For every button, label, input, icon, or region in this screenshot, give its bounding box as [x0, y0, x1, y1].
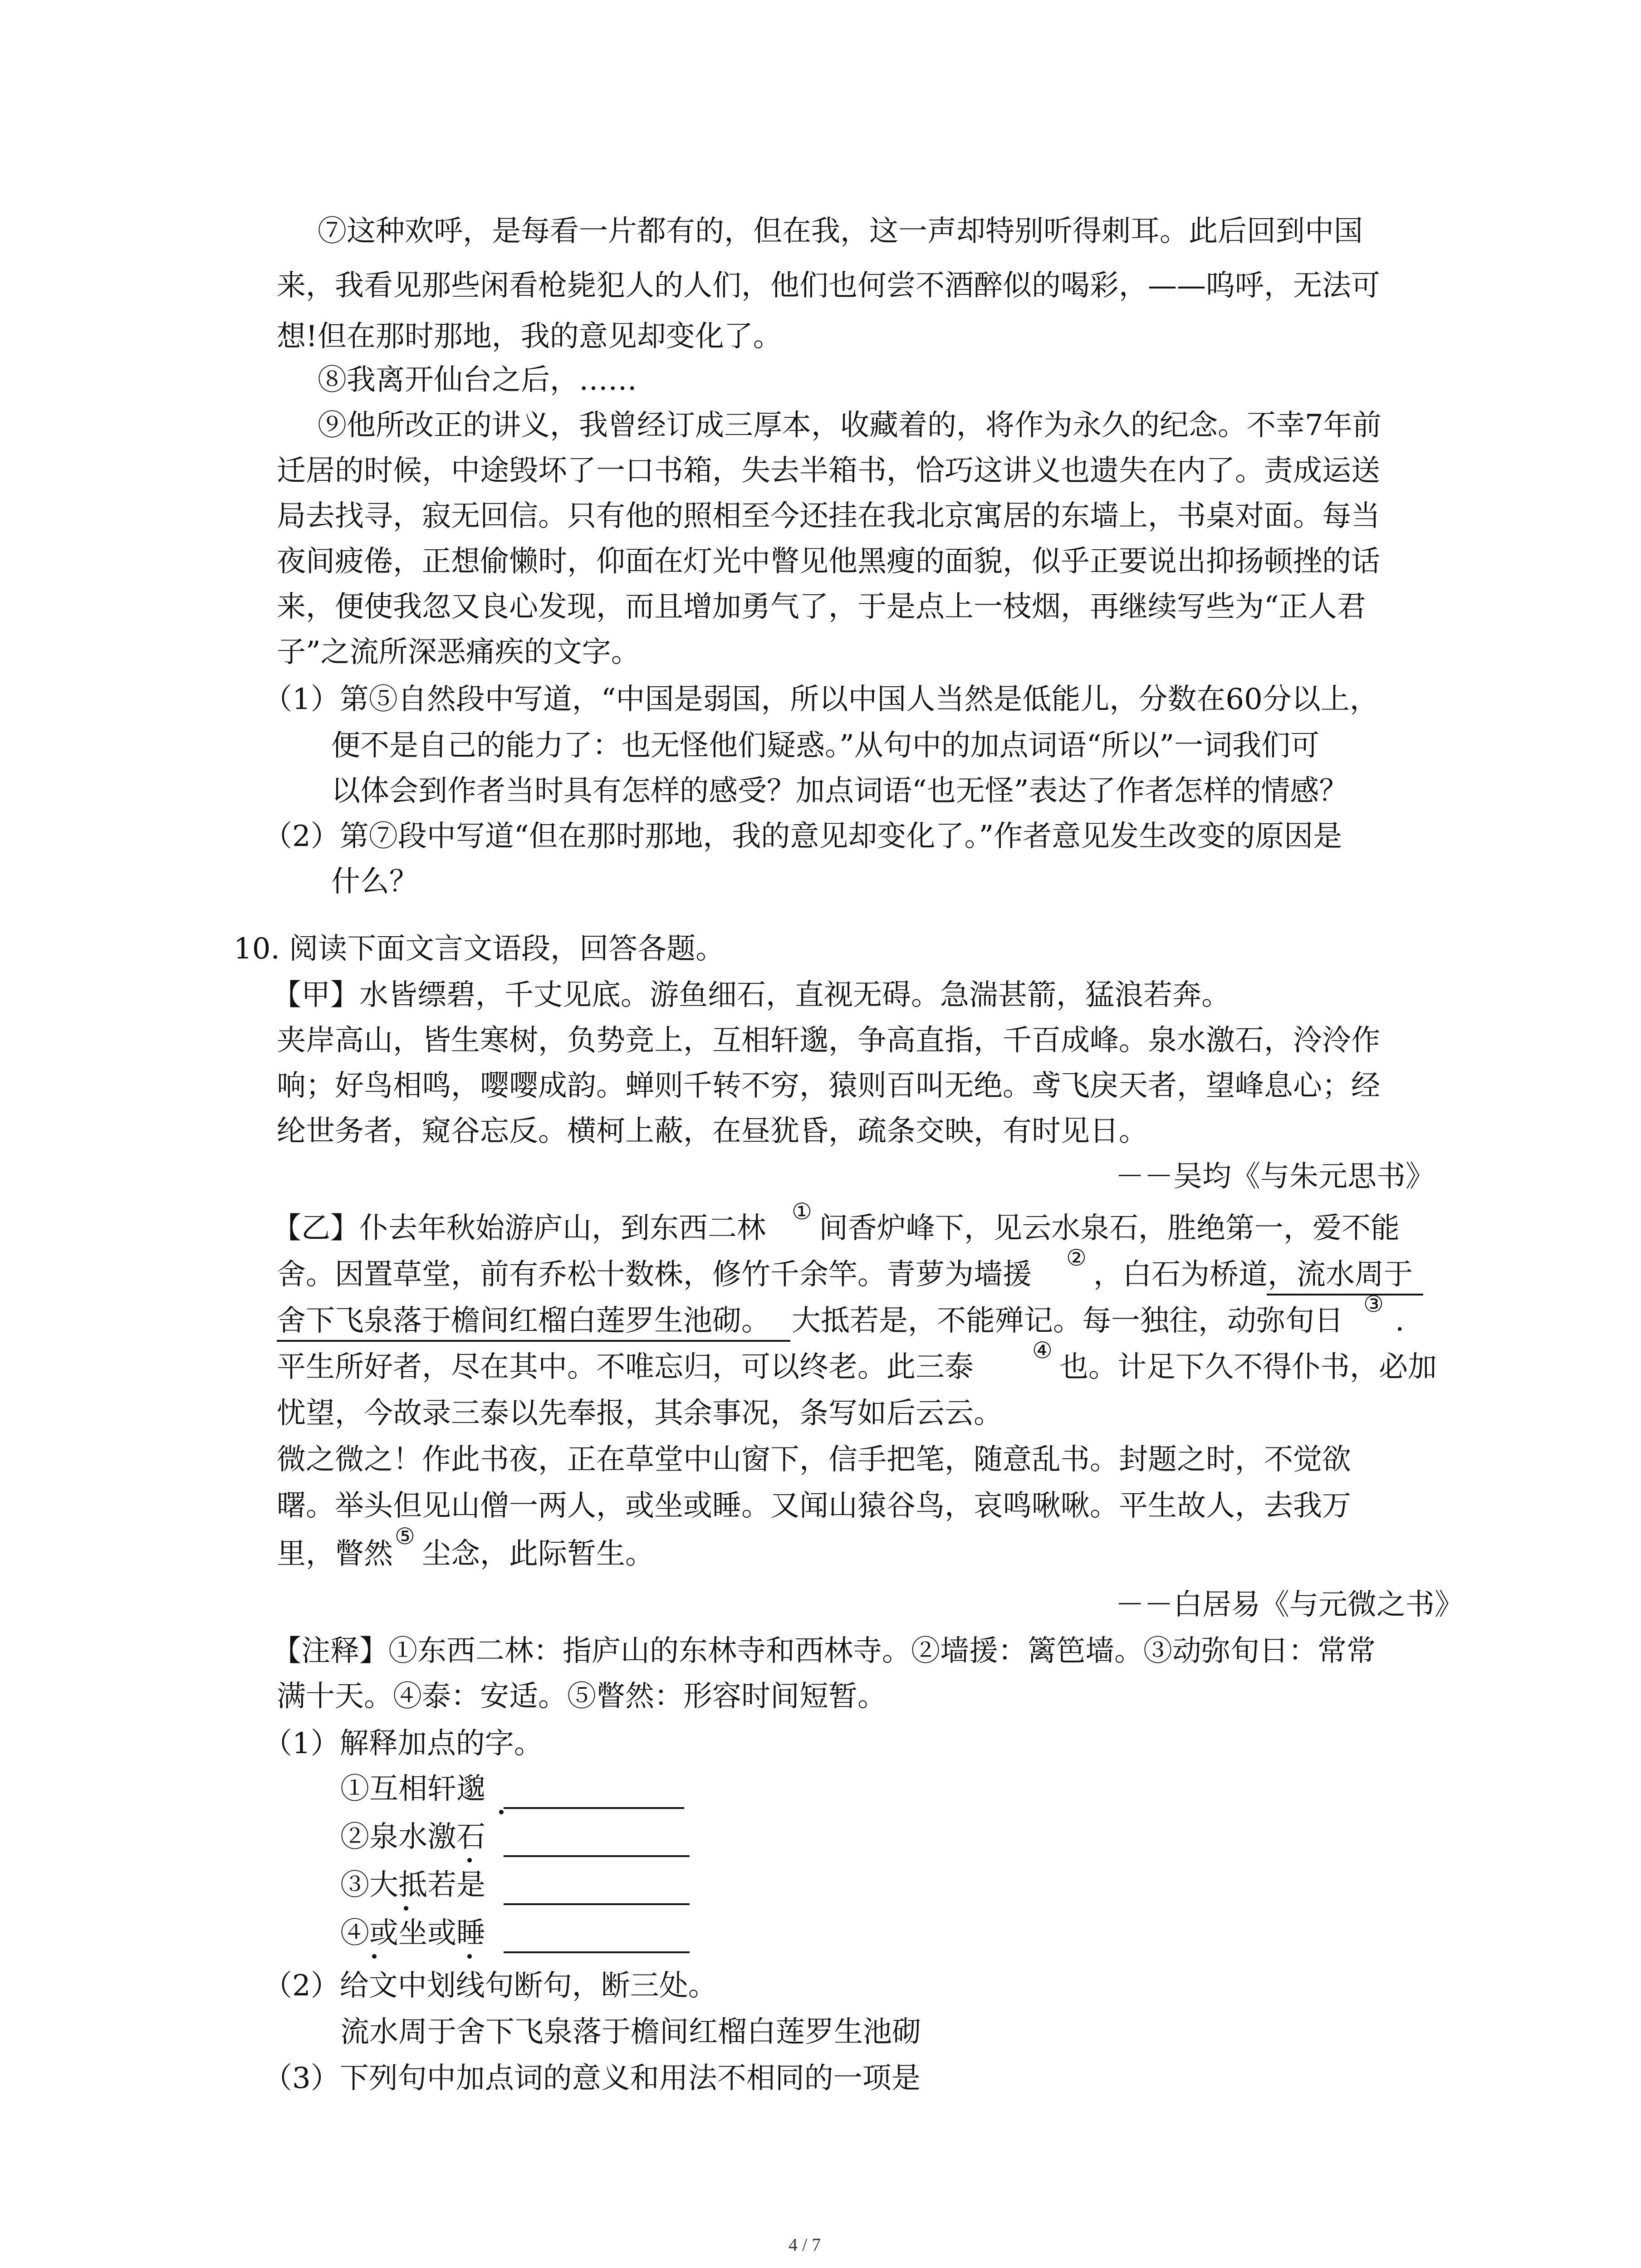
jia-line1: 【甲】水皆缥碧，千丈见底。游鱼细石，直视无碍。急湍甚箭，猛浪若奔。 [272, 978, 1230, 1012]
sub2-prompt: （2）给文中划线句断句，断三处。 [263, 1969, 717, 2003]
yi-source: －－白居易《与元微之书》 [1115, 1588, 1464, 1622]
yi-line2-text-b: ，白石为桥道，流水周于 [1093, 1258, 1413, 1291]
para8-line: ⑧我离开仙台之后，…… [318, 363, 637, 397]
answer-blank-1[interactable] [504, 1807, 684, 1809]
yi-line7: 曙。举头但见山僧一两人，或坐或睡。又闻山猿谷鸟，哀鸣啾啾。平生故人，去我万 [277, 1489, 1351, 1523]
sub1-item3: ③大抵若是 [340, 1868, 485, 1902]
underline-segment-1 [1267, 1294, 1423, 1295]
answer-blank-2[interactable] [504, 1855, 690, 1857]
q2-line1: （2）第⑦段中写道“但在那时那地，我的意见却变化了。”作者意见发生改变的原因是 [263, 820, 1342, 853]
notes-line2: 满十天。④泰：安适。⑤瞥然：形容时间短暂。 [277, 1680, 887, 1713]
sub3-prompt: （3）下列句中加点词的意义和用法不相同的一项是 [263, 2062, 921, 2095]
q10-stem: 10. 阅读下面文言文语段，回答各题。 [234, 932, 725, 966]
yi-line5: 忧望，今故录三泰以先奉报，其余事况，条写如后云云。 [277, 1397, 1003, 1430]
yi-line2-text: 舍。因置草堂，前有乔松十数株，修竹千余竿。青萝为墙援 [277, 1258, 1032, 1291]
para9-line4: 夜间疲倦，正想偷懒时，仰面在灯光中瞥见他黑瘦的面貌，似乎正要说出抑扬顿挫的话 [277, 545, 1380, 578]
yi-line8-text: 里，瞥然 [277, 1537, 393, 1571]
para9-line2: 迁居的时候，中途毁坏了一口书箱，失去半箱书，恰巧这讲义也遗失在内了。责成运送 [277, 454, 1380, 488]
notes-line1: 【注释】①东西二林：指庐山的东林寺和西林寺。②墙援：篱笆墙。③动弥旬日：常常 [272, 1634, 1376, 1668]
para9-line5: 来，便使我忽又良心发现，而且增加勇气了，于是点上一枝烟，再继续写些为“正人君 [277, 590, 1366, 624]
answer-blank-3[interactable] [504, 1903, 690, 1905]
note-mark-3: ③ [1363, 1291, 1384, 1317]
sub1-item1: ①互相轩邈 [340, 1772, 485, 1806]
sub1-item4: ④或坐或睡 [340, 1916, 485, 1950]
q2-line2: 什么？ [331, 865, 418, 899]
emphasis-dot [499, 1810, 504, 1814]
jia-line2: 夹岸高山，皆生寒树，负势竞上，互相轩邈，争高直指，千百成峰。泉水激石，泠泠作 [277, 1024, 1380, 1057]
para7-line2: 来，我看见那些闲看枪毙犯人的人们，他们也何尝不酒醉似的喝彩，——呜呼，无法可 [277, 269, 1380, 303]
sub1-prompt: （1）解释加点的字。 [263, 1727, 543, 1760]
yi-line3-underlined: 舍下飞泉落于檐间红榴白莲罗生池砌。 [277, 1304, 770, 1338]
yi-line3-period: . [1395, 1304, 1405, 1338]
jia-line4: 纶世务者，窥谷忘反。横柯上蔽，在昼犹昏，疏条交映，有时见日。 [277, 1114, 1148, 1148]
q1-line3: 以体会到作者当时具有怎样的感受？加点词语“也无怪”表达了作者怎样的情感？ [331, 774, 1348, 808]
note-mark-4: ④ [1032, 1337, 1053, 1364]
yi-line4-text: 平生所好者，尽在其中。不唯忘归，可以终老。此三泰 [277, 1350, 974, 1384]
sub1-item2: ②泉水激石 [340, 1820, 485, 1854]
page-number: 4 / 7 [789, 2234, 821, 2255]
para7-line1: ⑦这种欢呼，是每看一片都有的，但在我，这一声却特别听得刺耳。此后回到中国 [318, 215, 1363, 248]
para9-line1: ⑨他所改正的讲义，我曾经订成三厚本，收藏着的，将作为永久的纪念。不幸7年前 [318, 409, 1381, 442]
emphasis-dot [467, 1858, 472, 1862]
underline-segment-2 [277, 1340, 790, 1342]
para9-line3: 局去找寻，寂无回信。只有他的照相至今还挂在我北京寓居的东墙上，书桌对面。每当 [277, 499, 1380, 533]
sub2-sentence: 流水周于舍下飞泉落于檐间红榴白莲罗生池砌 [340, 2015, 921, 2049]
yi-line1-text-b: 间香炉峰下，见云水泉石，胜绝第一，爱不能 [819, 1212, 1400, 1245]
para7-line3: 想!但在那时那地，我的意见却变化了。 [277, 320, 782, 353]
yi-line6: 微之微之！作此书夜，正在草堂中山窗下，信手把笔，随意乱书。封题之时，不觉欲 [277, 1443, 1351, 1476]
q1-line2: 便不是自己的能力了：也无怪他们疑惑。”从句中的加点词语“所以”一词我们可 [331, 729, 1320, 763]
note-mark-2: ② [1066, 1245, 1087, 1271]
q1-line1: （1）第⑤自然段中写道，“中国是弱国，所以中国人当然是低能儿，分数在60分以上， [263, 683, 1379, 716]
emphasis-dot [372, 1954, 377, 1959]
yi-line3-text-b: 大抵若是，不能殚记。每一独往，动弥旬日 [792, 1304, 1343, 1338]
jia-line3: 响；好鸟相鸣，嘤嘤成韵。蝉则千转不穷，猿则百叫无绝。鸢飞戾天者，望峰息心；经 [277, 1069, 1380, 1103]
emphasis-dot [404, 1906, 408, 1911]
yi-line1-text: 【乙】仆去年秋始游庐山，到东西二林 [272, 1212, 766, 1245]
answer-blank-4[interactable] [504, 1951, 690, 1953]
para9-line6: 子”之流所深恶痛疾的文字。 [277, 635, 640, 669]
emphasis-dot [467, 1954, 472, 1959]
jia-source: －－吴均《与朱元思书》 [1115, 1160, 1435, 1193]
note-mark-5: ⑤ [395, 1523, 415, 1549]
yi-line8-text-b: 尘念，此际暂生。 [422, 1537, 654, 1571]
yi-line4-text-b: 也。计足下久不得仆书，必加 [1059, 1350, 1437, 1384]
note-mark-1: ① [792, 1198, 812, 1225]
